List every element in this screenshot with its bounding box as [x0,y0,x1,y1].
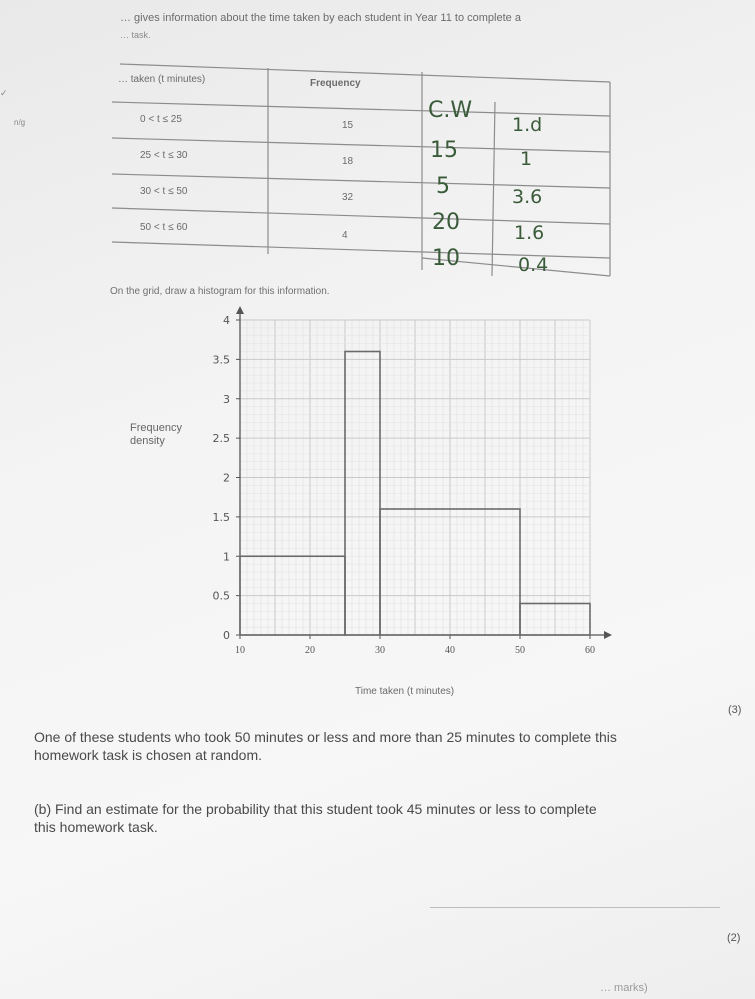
handwritten-frequency-density: 1.6 [514,222,545,244]
handwritten-frequency-density: 3.6 [512,186,543,208]
frequency-table [110,58,620,278]
handwritten-frequency-density: 1 [520,148,533,170]
x-tick-label: 40 [445,645,455,656]
y-tick-label: 4 [223,314,230,327]
x-axis-arrow [604,631,612,639]
total-marks: … marks) [600,982,648,994]
handwritten-class-width: 5 [436,174,450,199]
marks-part-a: (3) [728,704,742,716]
table-header-time: … taken (t minutes) [118,74,206,85]
histogram-svg [190,300,630,685]
table-row-frequency: 32 [342,192,354,203]
y-axis-arrow [236,306,244,314]
handwritten-frequency-density: 0.4 [518,254,549,276]
histogram [190,300,630,685]
handwritten-class-width: C.W [428,98,473,123]
margin-tick: ✓ [0,88,8,98]
marks-part-b: (2) [727,932,741,944]
y-tick-label: 1.5 [212,510,230,524]
x-tick-label: 30 [375,645,385,656]
y-tick-label: 3.5 [212,353,230,367]
margin-mark: n/g [14,118,26,127]
table-row-interval: 25 < t ≤ 30 [140,150,188,161]
y-tick-label: 3 [223,392,230,406]
y-tick-label: 1 [223,550,230,564]
table-row-interval: 30 < t ≤ 50 [140,186,188,197]
handwritten-class-width: 15 [430,138,458,163]
y-tick-label: 2 [223,471,230,485]
intro-text-continued: … task. [120,30,151,40]
question-context: One of these students who took 50 minutes or less and more than 25 minutes to complete this homework task is chosen at random. [34,729,617,763]
y-axis-label: Frequency density [130,422,182,447]
y-tick-label: 2.5 [212,432,230,446]
intro-text: … gives information about the time taken by each student in Year 11 to complete a [120,12,521,24]
table-row-frequency: 18 [342,156,354,167]
table-header-frequency: Frequency [310,78,361,89]
table-row-interval: 50 < t ≤ 60 [140,222,188,233]
table-row-interval: 0 < t ≤ 25 [140,114,182,125]
table-grid-lines [110,58,620,278]
handwritten-class-width: 10 [432,246,460,271]
table-row-frequency: 15 [342,120,354,131]
x-tick-label: 60 [585,645,595,656]
x-tick-label: 10 [235,645,245,656]
x-axis-label: Time taken (t minutes) [355,686,455,697]
answer-line[interactable] [430,907,720,908]
table-row-frequency: 4 [342,230,348,241]
instruction-text: On the grid, draw a histogram for this information. [110,286,330,297]
x-tick-label: 50 [515,645,525,656]
question-part-b: (b) Find an estimate for the probability that this student took 45 minutes or less to complete this homework task. [34,801,597,835]
handwritten-frequency-density: 1.d [512,114,543,136]
x-tick-label: 20 [305,645,315,656]
y-tick-label: 0.5 [212,589,230,603]
y-tick-label: 0 [223,629,230,642]
handwritten-class-width: 20 [432,210,460,235]
